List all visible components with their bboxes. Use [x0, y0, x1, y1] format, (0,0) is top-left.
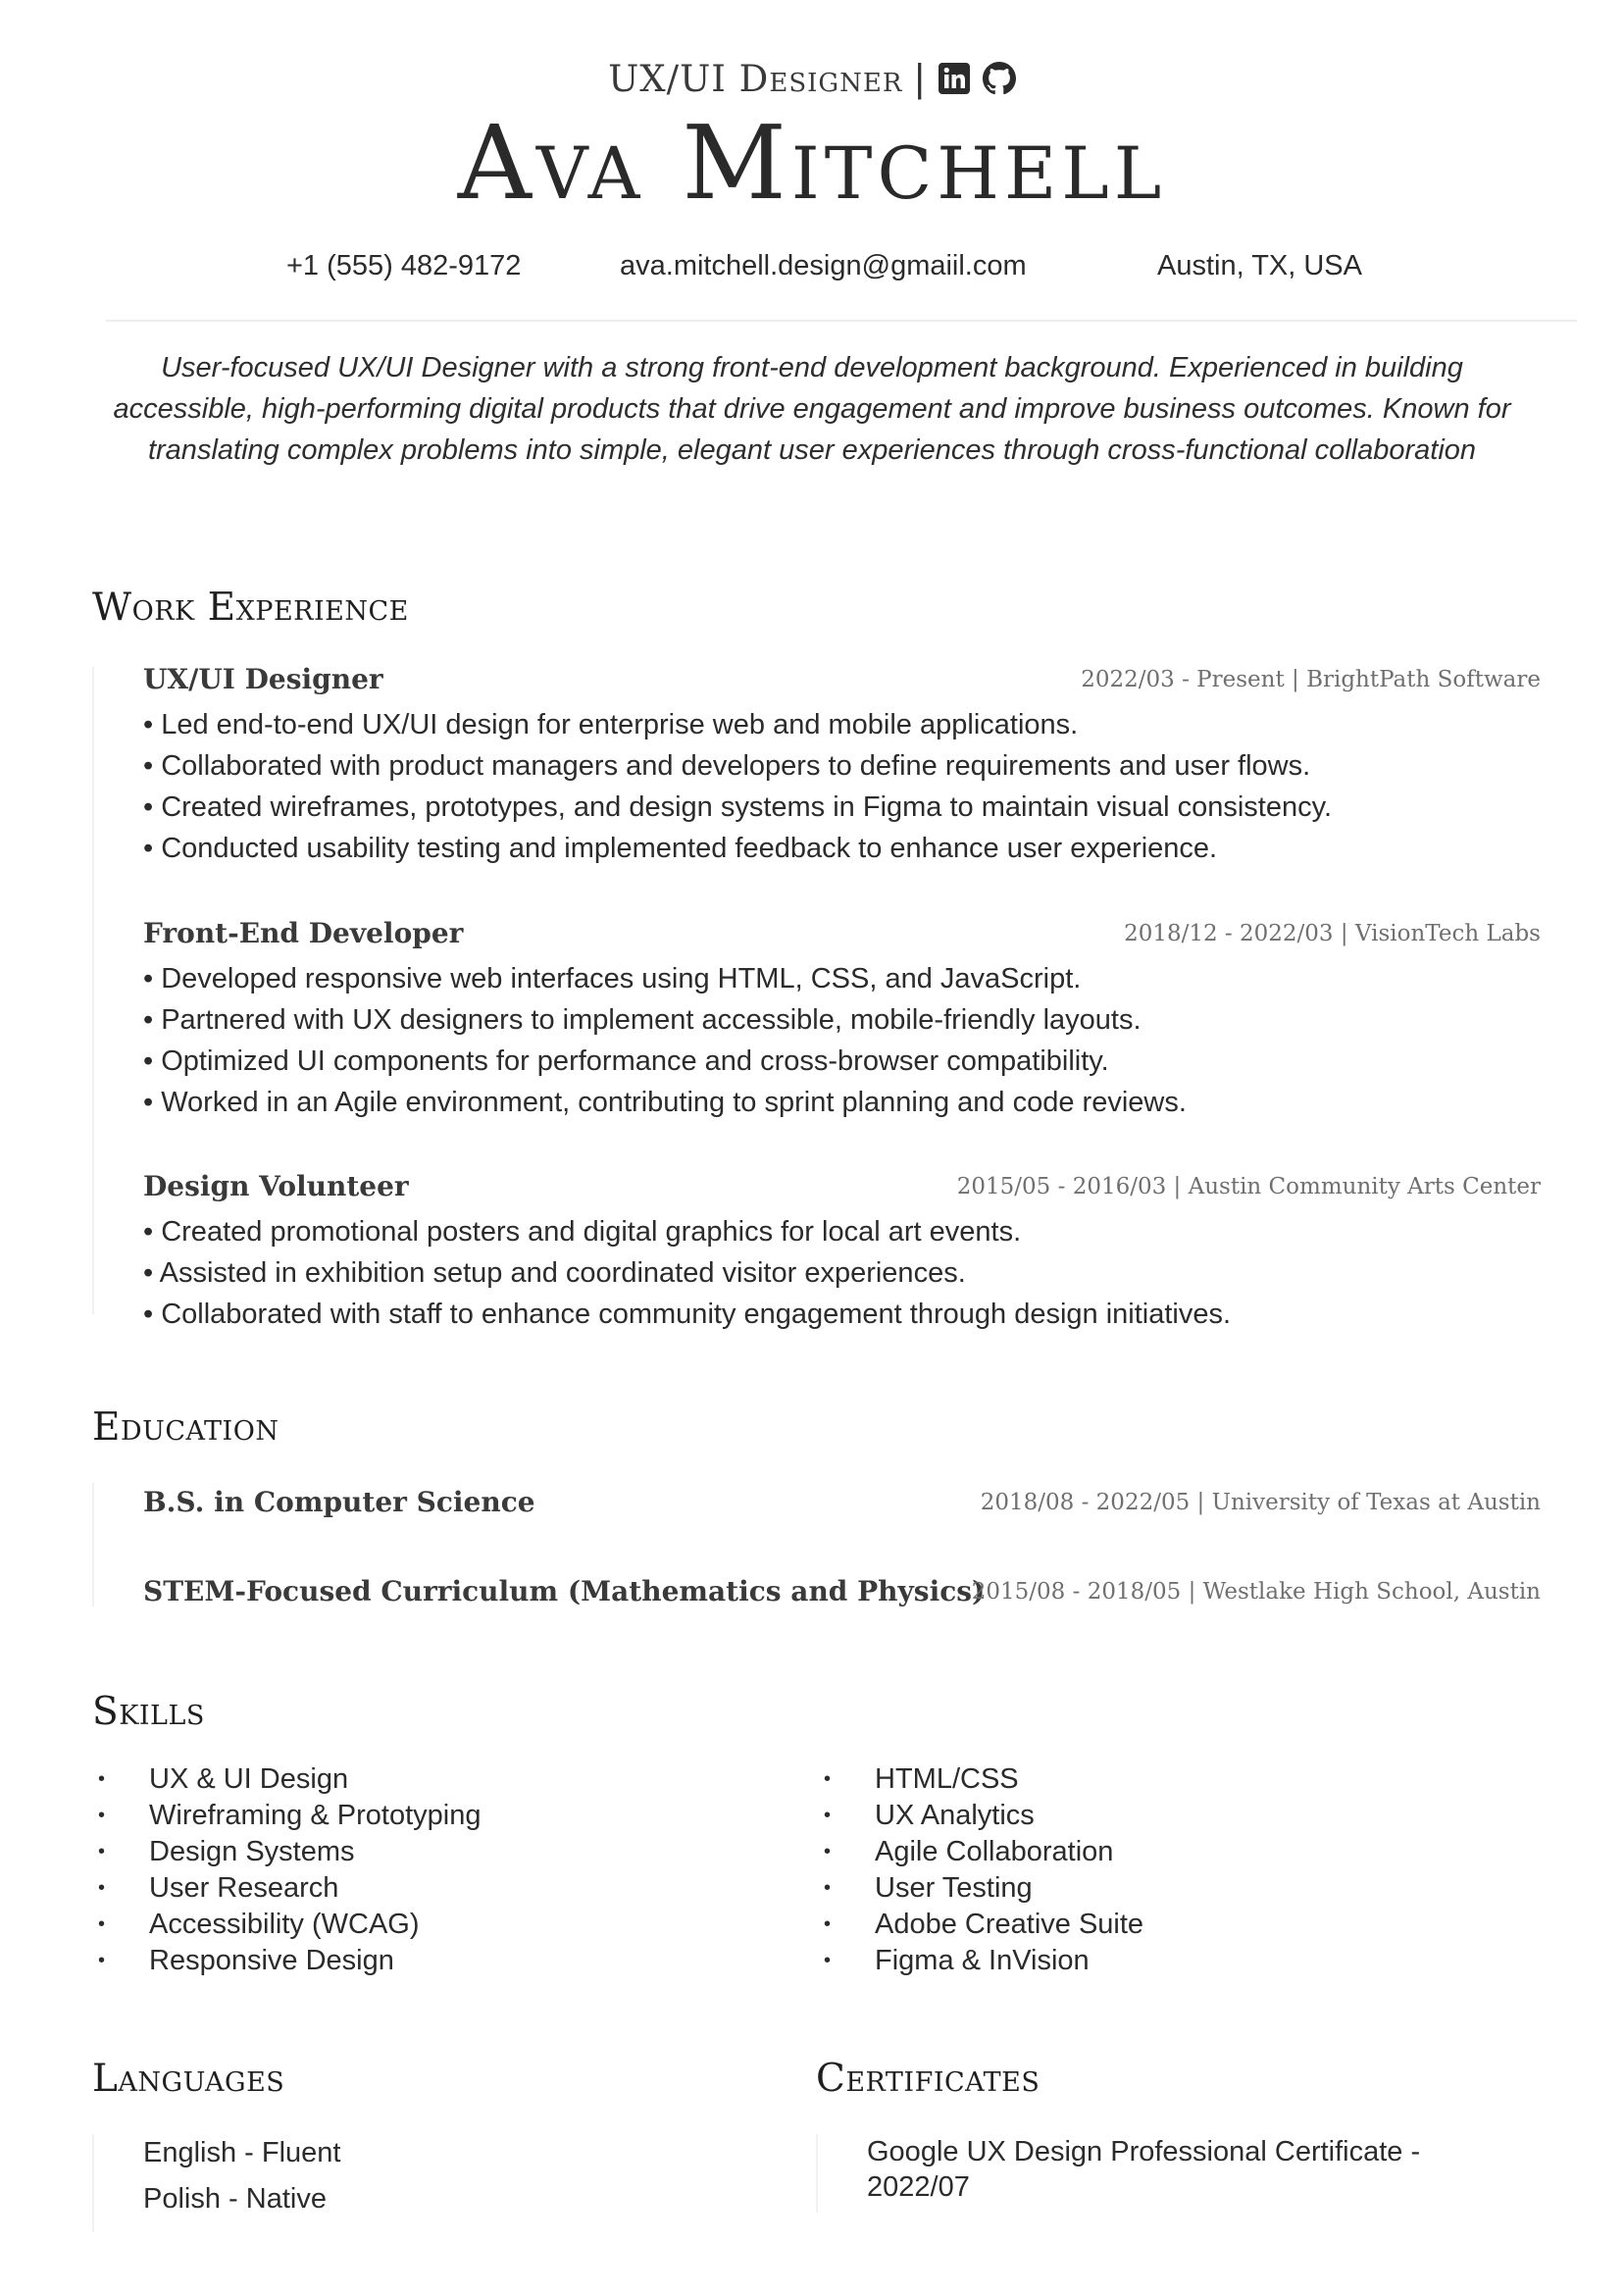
certificate-item: Google UX Design Professional Certificate - 2022/07 — [867, 2136, 1421, 2203]
education-entry — [143, 1486, 1541, 1519]
profile-summary: User-focused UX/UI Designer with a strong front-end development background. Experienced in building accessible, high-performing digital products that drive engagement and improve business outcomes. Known for translating complex problems into simple, elegant user experiences through cross-functional collaboration — [113, 352, 1511, 466]
job-header — [143, 917, 1541, 950]
job-entry — [143, 917, 1541, 1123]
job-bullet: • Assisted in exhibition setup and coordinated visitor experiences. — [143, 1257, 966, 1289]
education-meta: 2018/08 - 2022/05 | University of Texas at Austin — [980, 1490, 1541, 1515]
job-bullets — [143, 958, 1541, 1123]
skill-item: • Figma & InVision — [824, 1943, 1143, 1979]
job-title: Front-End Developer — [143, 917, 464, 949]
languages-list — [143, 2130, 341, 2222]
education-entry — [143, 1575, 1541, 1608]
skill-item: • Adobe Creative Suite — [824, 1907, 1143, 1943]
education-meta: 2015/08 - 2018/05 | Westlake High School, Austin — [971, 1579, 1541, 1605]
education-degree: B.S. in Computer Science — [143, 1486, 535, 1518]
skill-item: • HTML/CSS — [824, 1761, 1143, 1798]
section-title-skills: Skills — [92, 1690, 205, 1734]
role-line — [608, 59, 1016, 98]
job-title: UX/UI Designer — [143, 663, 383, 695]
contact-location: Austin, TX, USA — [1157, 250, 1362, 281]
job-bullet: • Collaborated with product managers and developers to define requirements and user flows. — [143, 750, 1311, 782]
contact-email[interactable]: ava.mitchell.design@gmaiil.com — [620, 250, 1027, 281]
job-bullet: • Collaborated with staff to enhance community engagement through design initiatives. — [143, 1299, 1232, 1330]
certificates-rail — [816, 2134, 818, 2213]
skill-item: • Agile Collaboration — [824, 1834, 1143, 1870]
skill-item: • Design Systems — [98, 1834, 481, 1870]
job-bullet: • Created wireframes, prototypes, and design systems in Figma to maintain visual consistency. — [143, 791, 1333, 823]
job-bullet: • Optimized UI components for performance and cross-browser compatibility. — [143, 1045, 1109, 1077]
job-bullet: • Created promotional posters and digital graphics for local art events. — [143, 1216, 1022, 1248]
job-bullets — [143, 1211, 1541, 1335]
job-meta: 2015/05 - 2016/03 | Austin Community Arts Center — [956, 1174, 1541, 1199]
job-bullets — [143, 704, 1541, 869]
skills-list-right — [824, 1761, 1143, 1979]
section-title-work: Work Experience — [92, 586, 409, 630]
job-header — [143, 663, 1541, 696]
role-separator: | — [914, 57, 926, 100]
job-entry — [143, 663, 1541, 869]
job-entry — [143, 1170, 1541, 1335]
section-title-certificates: Certificates — [816, 2057, 1040, 2101]
job-title: Design Volunteer — [143, 1170, 409, 1202]
job-bullet: • Led end-to-end UX/UI design for enterprise web and mobile applications. — [143, 709, 1079, 740]
job-bullet: • Partnered with UX designers to implement accessible, mobile-friendly layouts. — [143, 1004, 1142, 1036]
section-title-education: Education — [92, 1405, 279, 1450]
contact-phone[interactable]: +1 (555) 482-9172 — [286, 250, 522, 281]
job-bullet: • Developed responsive web interfaces using HTML, CSS, and JavaScript. — [143, 963, 1082, 994]
resume-header — [0, 57, 1624, 223]
candidate-name: Ava Mitchell — [457, 103, 1167, 223]
job-bullet: • Conducted usability testing and implemented feedback to enhance user experience. — [143, 833, 1218, 864]
job-bullet: • Worked in an Agile environment, contributing to sprint planning and code reviews. — [143, 1087, 1187, 1118]
work-rail — [92, 667, 94, 1314]
header-divider — [106, 320, 1577, 322]
skill-item: • Wireframing & Prototyping — [98, 1798, 481, 1834]
job-meta: 2022/03 - Present | BrightPath Software — [1081, 667, 1541, 692]
language-item: English - Fluent — [143, 2137, 341, 2168]
job-header — [143, 1170, 1541, 1203]
skill-item: • Responsive Design — [98, 1943, 481, 1979]
skill-item: • User Testing — [824, 1870, 1143, 1907]
job-meta: 2018/12 - 2022/03 | VisionTech Labs — [1124, 921, 1541, 946]
github-icon[interactable] — [983, 62, 1016, 95]
skill-item: • UX & UI Design — [98, 1761, 481, 1798]
skill-item: • UX Analytics — [824, 1798, 1143, 1834]
language-item: Polish - Native — [143, 2183, 327, 2215]
role-title: UX/UI Designer — [608, 57, 903, 100]
education-rail — [92, 1483, 94, 1606]
skill-item: • User Research — [98, 1870, 481, 1907]
languages-rail — [92, 2134, 94, 2232]
section-title-languages: Languages — [92, 2057, 285, 2101]
linkedin-icon[interactable] — [938, 62, 971, 95]
skill-item: • Accessibility (WCAG) — [98, 1907, 481, 1943]
education-degree: STEM-Focused Curriculum (Mathematics and Physics) — [143, 1575, 986, 1607]
skills-list-left — [98, 1761, 481, 1979]
